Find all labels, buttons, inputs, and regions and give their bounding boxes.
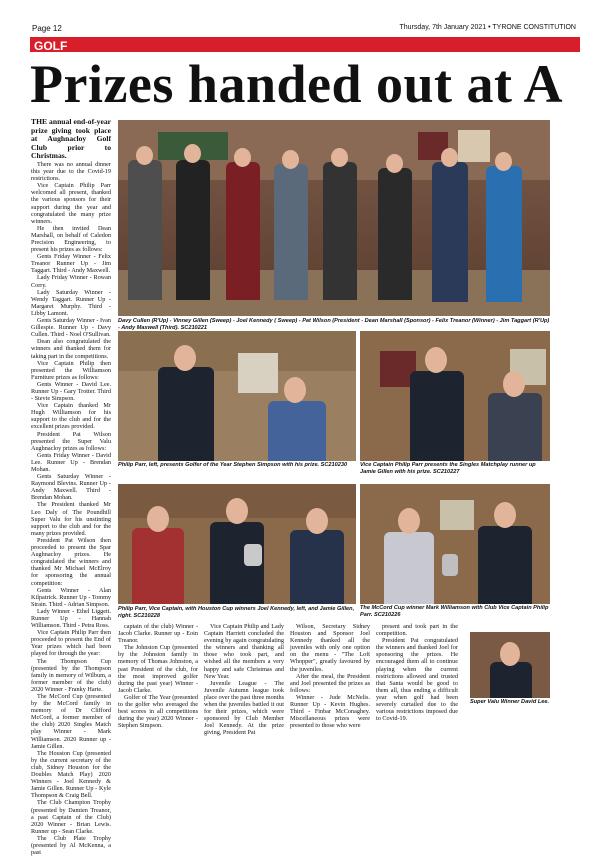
super-valu-caption: Super Valu Winner David Lee. — [470, 699, 550, 705]
article-paragraph: Vice Captain Philip Parr then proceeded to present the End of Year prizes which had been played for through the year: — [31, 629, 111, 658]
article-paragraph: Dean also congratulated the winners and thanked them for taking part in the competitions. — [31, 338, 111, 360]
article-paragraph: President Pat congratulated the winners and thanked Joel for sponsoring the prizes. He encouraged them all to continue playing when the current restrictions allowed and trusted that Santa would be good to them all, thus ending a difficult year when golf had been severely curtailed due to the various restrictions imposed due to Covid-19. — [376, 637, 458, 723]
article-paragraph: Vice Captain Philip and Lady Captain Harriett concluded the evening by again congratulating the winners and thanking all those who took part, and wished all the members a very happy and safe Christmas and New Year. — [204, 623, 284, 680]
headline: Prizes handed out at A — [30, 54, 564, 114]
golfer-of-year-photo — [118, 331, 356, 461]
article-paragraph: Vice Captain Philip Parr welcomed all present, thanked the various sponsors for their support during the year and congratulated the many prize winners. — [31, 182, 111, 225]
article-paragraph: President Pat Wilson presented the Super Valu Aughnacloy prizes as follows: — [31, 430, 111, 452]
article-column-2 — [118, 623, 198, 735]
super-valu-photo — [470, 632, 550, 698]
article-paragraph: Gents Saturday Winner - Ivan Gillespie. Runner Up - Davy Cullen. Third - Noel O'Sullivan. — [31, 317, 111, 339]
article-paragraph: The Houston Cup (presented by the current secretary of the club, Sidney Houston for the Doubles Match Play) 2020 Winners - Joel Kennedy & Jamie Gillen. Runner Up - Kyle Thompson & Craig Bell. — [31, 749, 111, 800]
article-paragraph: President Pat Wilson then proceeded to present the Spar Aughnacloy prizes. He congratulated the winners and thanked Mr Michael McElroy for sponsoring the annual competition: — [31, 536, 111, 587]
article-paragraph: Vice Captain thanked Mr Hugh Williamson for his support to the club and for the excellent prizes provided. — [31, 402, 111, 431]
article-paragraph: The Thompson Cup (presented by the Thompson family in memory of Wilbum, a former member of the club) 2020 Winner - Franky Harte. — [31, 657, 111, 693]
article-paragraph: After the meal, the President and Joel presented the prizes as follows: — [290, 672, 370, 694]
article-paragraph: The Club Champion Trophy (presented by Damien Treanor, a past Captain of the Club) 2020 Winner - Brian Lewis. Runner up - Sean Clarke. — [31, 799, 111, 835]
article-column-5 — [376, 623, 458, 735]
article-paragraph: The McCord Cup (presented by the McCord family in memory of Dr Clifford McCord, a former member of the club) 2020 Singles Match play Winner - Mark Williamson. 2020 Runner up - Jamie Gillen. — [31, 693, 111, 750]
mccord-cup-caption: The McCord Cup winner Mark Williamson with Club Vice Captain Philip Parr. SC210226 — [360, 605, 549, 618]
article-column-3 — [204, 623, 284, 735]
article-paragraph: Wilson, Secretary Sidney Houston and Sponsor Joel Kennedy thanked all the juveniles with only one option on the menu - "The Loft Whopper", greatly favoured by the juveniles. — [290, 623, 370, 673]
date-line: Thursday, 7th January 2021 • TYRONE CONSTITUTION — [399, 24, 576, 31]
article-paragraph: He then invited Dean Marshall, on behalf of Caledon Precision Engineering, to present his prizes as follows: — [31, 224, 111, 254]
section-label: GOLF — [34, 39, 68, 53]
article-paragraph: captain of the club) Winner - Jacob Clarke. Runner up - Eoin Treanor. — [118, 623, 198, 645]
group-photo-caption: Davy Cullen (R'Up) - Vinney Gillen (Sweep) - Joel Kennedy ( Sweep) - Pat Wilson (President - Dean Marshall (Sponsor) - Felix Treanor (Winner) - Jim Taggart (R'Up) - Andy Maxwell (Third). SC210221 — [118, 318, 550, 331]
article-paragraph: The Johnston Cup (presented by the Johnston family in memory of Thomas Johnston, a past President of the club, for the most improved golfer during the past year) Winner - Jacob Clarke. — [118, 644, 198, 694]
article-paragraph: Gents Friday Winner - Felix Treanor Runner Up - Jim Taggart. Third - Andy Maxwell. — [31, 253, 111, 275]
article-column-4 — [290, 623, 370, 735]
article-lead: THE annual end-of-year prize giving took place at Aughnacloy Golf Club prior to Christmas. — [31, 117, 111, 161]
article-paragraph: present and took part in the competition. — [376, 623, 458, 638]
singles-matchplay-photo — [360, 331, 550, 461]
singles-matchplay-caption: Vice Captain Philip Parr presents the Singles Matchplay runner up Jamie Gillen with his prize. SC210227 — [360, 462, 536, 475]
article-paragraph: Winner - Jude McNelis. Runner Up - Kevin Hughes. Third - Finbar McConaghey. Miscellaneous prizes were presented to those who were — [290, 693, 370, 730]
mccord-cup-photo — [360, 484, 550, 604]
article-paragraph: Gents Winner - David Lee. Runner Up - Gary Trotter. Third - Stevie Simpson. — [31, 380, 111, 403]
section-bar — [30, 37, 580, 52]
article-column-1 — [31, 117, 111, 856]
article-paragraph: Lady Saturday Winner - Wendy Taggart. Runner Up - Margaret Murphy. Third - Libby Lamont. — [31, 288, 111, 317]
article-paragraph: Golfer of The Year (presented to the golfer who averaged the best scores in all competitions during the year) 2020 Winner - Stephen Simpson. — [118, 693, 198, 730]
article-paragraph: Lady Friday Winner - Rowan Corry. — [31, 274, 111, 289]
page-header — [0, 0, 580, 33]
article-paragraph: Gents Saturday Winner - Raymond Blevins. Runner Up - Andy Maxwell. Third - Brendan Mohan. — [31, 473, 111, 502]
houston-cup-photo — [118, 484, 356, 604]
article-paragraph: Gents Friday Winner - David Lee. Runner Up - Brendan Mohan. — [31, 451, 111, 473]
article-paragraph: Vice Captain Philip then presented the Williamson Furniture prizes as follows: — [31, 359, 111, 381]
golfer-of-year-caption: Philip Parr, left, presents Golfer of the Year Stephen Simpson with his prize. SC210230 — [118, 462, 348, 468]
houston-cup-caption: Philip Parr, Vice Captain, with Houston Cup winners Joel Kennedy, left, and Jamie Gillen, right. SC210228 — [118, 606, 355, 619]
group-photo — [118, 120, 550, 316]
article-paragraph: The Club Plate Trophy (presented by Al McKenna, a past — [31, 834, 111, 856]
article-paragraph: Juvenile League - The Juvenile Autumn league took place over the past three months when the juveniles battled it out for their prizes, which were sponsored by Club Member Joel Kennedy. At the prize giving, President Pat — [204, 679, 284, 737]
article-paragraph: The President thanked Mr Leo Daly of The Poundhill Super Valu for his unstinting support to the club and for the many prizes provided. — [31, 501, 111, 537]
article-paragraph: Gents Winner - Alan Kilpatrick. Runner Up - Tommy Strain. Third - Adrian Simpson. — [31, 586, 111, 608]
page-number: Page 12 — [32, 24, 62, 33]
article-paragraph: There was no annual dinner this year due to the Covid-19 restrictions. — [31, 160, 111, 183]
article-paragraph: Lady Winner - Ethel Liggett. Runner Up - Hannah Williamson. Third - Petra Ross. — [31, 607, 111, 630]
